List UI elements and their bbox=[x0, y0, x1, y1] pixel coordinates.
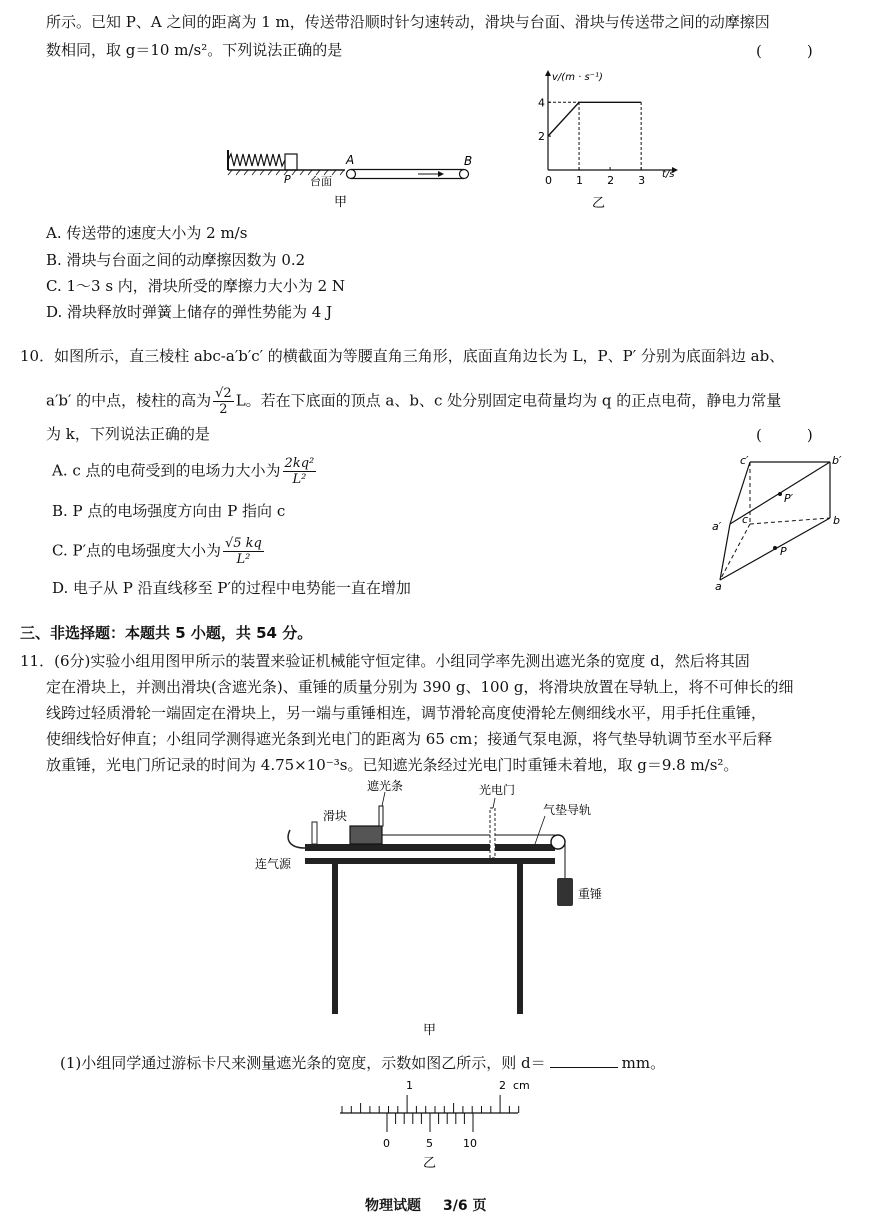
footer-page: 3/6 页 bbox=[443, 1198, 487, 1214]
q10-answer-paren: ( ) bbox=[756, 426, 813, 444]
caption-jia-11: 甲 bbox=[423, 1023, 437, 1038]
shade-strip bbox=[379, 806, 383, 826]
q10-option-c-fraction bbox=[223, 536, 264, 567]
q10-line2 bbox=[46, 386, 781, 417]
frac-den: 2 bbox=[219, 402, 228, 417]
table-top bbox=[305, 858, 555, 864]
vernier-label-0: 0 bbox=[383, 1137, 390, 1150]
q9-option-d: D. 滑块释放时弹簧上储存的弹性势能为 4 J bbox=[46, 303, 333, 321]
label-c1: c′ bbox=[740, 454, 749, 467]
frac-num: √5 kq bbox=[224, 536, 262, 551]
answer-blank bbox=[550, 1053, 618, 1068]
frac-den: L² bbox=[292, 472, 307, 487]
roller-B bbox=[460, 170, 469, 179]
label-slider: 滑块 bbox=[323, 809, 348, 823]
label-P: P bbox=[780, 545, 787, 558]
main-scale-ticks bbox=[342, 1095, 519, 1113]
point-P bbox=[773, 546, 777, 550]
frac-den: L² bbox=[236, 552, 251, 567]
q11-caliper-figure bbox=[330, 1075, 530, 1180]
q10-line1: 10．如图所示，直三棱柱 abc-a′b′c′ 的横截面为等腰直角三角形，底面直角边长为 L，P、P′ 分别为底面斜边 ab、 bbox=[20, 347, 785, 365]
label-a1: a′ bbox=[712, 520, 722, 533]
label-P1: P′ bbox=[784, 492, 794, 505]
caption-yi-11: 乙 bbox=[423, 1156, 437, 1171]
q10-option-a-fraction bbox=[283, 456, 317, 487]
label-A: A bbox=[346, 153, 355, 167]
q9-option-a: A. 传送带的速度大小为 2 m/s bbox=[46, 224, 248, 242]
q10-option-a bbox=[52, 456, 318, 487]
q9-vt-graph bbox=[530, 70, 690, 215]
x-tick-label: 2 bbox=[607, 174, 615, 187]
pulley bbox=[551, 835, 565, 849]
label-rail: 气垫导轨 bbox=[543, 803, 592, 817]
caption-yi: 乙 bbox=[592, 196, 606, 211]
left-stop bbox=[312, 822, 317, 844]
heavy-weight bbox=[557, 878, 573, 906]
table-leg-left bbox=[332, 864, 338, 1014]
vt-series bbox=[548, 102, 641, 136]
air-hose bbox=[288, 830, 305, 848]
q11-line3: 线跨过轻质滑轮一端固定在滑块上，另一端与重锤相连，调节滑轮高度使滑轮左侧细线水平，用手托住重锤， bbox=[46, 704, 767, 722]
footer-subject: 物理试题 bbox=[365, 1198, 421, 1214]
vt-xlabel: t/s bbox=[662, 169, 675, 180]
air-track bbox=[305, 844, 555, 851]
q9-figure-jia bbox=[220, 140, 490, 220]
y-tick-label: 4 bbox=[538, 96, 545, 110]
vt-axes bbox=[545, 70, 678, 173]
slider bbox=[350, 826, 382, 844]
main-label-unit: cm bbox=[513, 1079, 530, 1092]
frac-num: √2 bbox=[215, 386, 232, 401]
q10-option-c bbox=[52, 536, 266, 567]
label-gate: 光电门 bbox=[479, 783, 516, 797]
roller-A bbox=[347, 170, 356, 179]
label-a: a bbox=[715, 580, 722, 593]
q10-line2-a: a′b′ 的中点，棱柱的高为 bbox=[46, 391, 212, 410]
q11-line5: 放重锤，光电门所记录的时间为 4.75×10⁻³s。已知遮光条经过光电门时重锤未着地，取 g＝9.8 m/s²。 bbox=[46, 756, 739, 774]
velocity-line bbox=[548, 102, 641, 136]
point-P1 bbox=[778, 492, 782, 496]
q10-prism-figure bbox=[700, 452, 850, 592]
vernier-scale-ticks bbox=[382, 1113, 473, 1132]
q11-sub1 bbox=[60, 1052, 665, 1074]
y-tick-label: 2 bbox=[538, 130, 545, 144]
vt-guides bbox=[548, 102, 641, 170]
x-tick-label: 3 bbox=[638, 174, 646, 187]
q11-line1: 11．(6分)实验小组用图甲所示的装置来验证机械能守恒定律。小组同学率先测出遮光条的宽度 d，然后将其固 bbox=[20, 652, 750, 670]
q10-option-a-text: A. c 点的电荷受到的电场力大小为 bbox=[52, 461, 281, 480]
q10-height-fraction bbox=[213, 386, 234, 417]
q10-line3: 为 k，下列说法正确的是 bbox=[46, 425, 210, 443]
q11-line4: 使细线恰好伸直；小组同学测得遮光条到光电门的距离为 65 cm；接通气泵电源，将气垫导轨调节至水平后释 bbox=[46, 730, 773, 748]
q9-line1: 所示。已知 P、A 之间的距离为 1 m，传送带沿顺时针匀速转动，滑块与台面、滑块与传送带之间的动摩擦因 bbox=[46, 13, 770, 31]
q11-line2: 定在滑块上，并测出滑块(含遮光条)、重锤的质量分别为 390 g、100 g，将滑块放置在导轨上，将不可伸长的细 bbox=[46, 678, 794, 696]
label-b: b bbox=[833, 514, 840, 527]
label-shade: 遮光条 bbox=[367, 779, 404, 793]
vernier-label-5: 5 bbox=[426, 1137, 433, 1150]
slider-block bbox=[285, 154, 297, 170]
x-tick-label: 1 bbox=[576, 174, 584, 187]
x-tick-label: 0 bbox=[545, 174, 552, 187]
footer bbox=[365, 1195, 486, 1217]
vt-ticks bbox=[538, 96, 645, 187]
label-weight: 重锤 bbox=[578, 887, 603, 901]
label-B: B bbox=[464, 154, 473, 168]
q10-option-b: B. P 点的电场强度方向由 P 指向 c bbox=[52, 502, 286, 520]
label-air: 连气源 bbox=[255, 857, 292, 871]
photogate bbox=[490, 808, 495, 858]
arrow-head bbox=[438, 171, 444, 177]
y-axis-arrow bbox=[545, 70, 551, 76]
label-P: P bbox=[284, 173, 291, 186]
vernier-label-10: 10 bbox=[463, 1137, 477, 1150]
section-3-heading: 三、非选择题：本题共 5 小题，共 54 分。 bbox=[20, 624, 313, 642]
q9-answer-paren: ( ) bbox=[756, 42, 813, 60]
q11-apparatus-figure bbox=[245, 778, 625, 1040]
q10-line2-b: L。若在下底面的顶点 a、b、c 处分别固定电荷量均为 q 的正点电荷，静电力常量 bbox=[235, 391, 782, 410]
q10-option-c-text: C. P′点的电场强度大小为 bbox=[52, 541, 221, 560]
q11-sub1-text: (1)小组同学通过游标卡尺来测量遮光条的宽度，示数如图乙所示，则 d＝ bbox=[60, 1054, 546, 1072]
label-table: 台面 bbox=[310, 175, 332, 188]
spring bbox=[228, 154, 285, 166]
q9-option-b: B. 滑块与台面之间的动摩擦因数为 0.2 bbox=[46, 251, 306, 269]
q10-option-d: D. 电子从 P 沿直线移至 P′的过程中电势能一直在增加 bbox=[52, 579, 411, 597]
main-label-2: 2 bbox=[499, 1079, 506, 1092]
q9-line2: 数相同，取 g＝10 m/s²。下列说法正确的是 bbox=[46, 41, 343, 59]
table-leg-right bbox=[517, 864, 523, 1014]
q9-option-c: C. 1～3 s 内，滑块所受的摩擦力大小为 2 N bbox=[46, 277, 346, 295]
label-b1: b′ bbox=[832, 454, 842, 467]
main-label-1: 1 bbox=[406, 1079, 413, 1092]
label-c: c bbox=[742, 513, 749, 526]
vt-ylabel: v/(m · s⁻¹) bbox=[552, 72, 603, 83]
frac-num: 2kq² bbox=[284, 456, 315, 471]
caption-jia: 甲 bbox=[334, 195, 348, 210]
q11-sub1-unit: mm。 bbox=[621, 1054, 666, 1072]
